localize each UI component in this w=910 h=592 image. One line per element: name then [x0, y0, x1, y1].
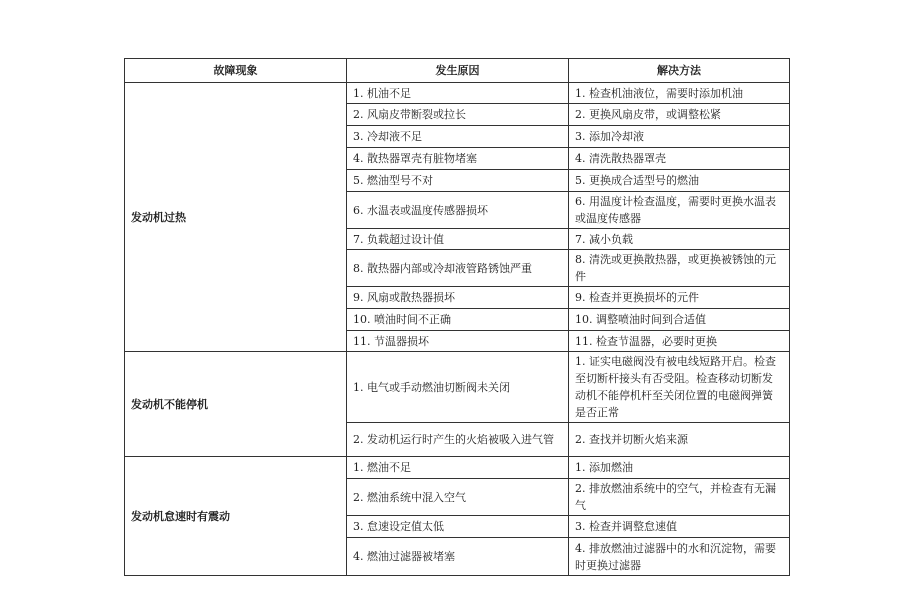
fix-cell: 10. 调整喷油时间到合适值	[569, 309, 790, 331]
cause-cell: 7. 负载超过设计值	[347, 229, 569, 250]
fix-cell: 8. 清洗或更换散热器，或更换被锈蚀的元件	[569, 250, 790, 287]
cause-cell: 9. 风扇或散热器损坏	[347, 287, 569, 309]
cause-cell: 10. 喷油时间不正确	[347, 309, 569, 331]
cause-cell: 2. 风扇皮带断裂或拉长	[347, 104, 569, 126]
header-fault: 故障现象	[125, 59, 347, 83]
table-row	[125, 352, 790, 423]
fix-cell: 2. 查找并切断火焰来源	[569, 423, 790, 457]
fix-cell: 2. 排放燃油系统中的空气，并检查有无漏气	[569, 479, 790, 516]
table-row	[125, 83, 790, 104]
fix-cell: 3. 检查并调整怠速值	[569, 516, 790, 538]
fix-cell: 1. 检查机油液位，需要时添加机油	[569, 83, 790, 104]
cause-cell: 4. 燃油过滤器被堵塞	[347, 538, 569, 576]
cause-cell: 3. 冷却液不足	[347, 126, 569, 148]
header-cause: 发生原因	[347, 59, 569, 83]
fix-cell: 2. 更换风扇皮带，或调整松紧	[569, 104, 790, 126]
cause-cell: 4. 散热器罩壳有脏物堵塞	[347, 148, 569, 170]
header-fix: 解决方法	[569, 59, 790, 83]
fault-table	[124, 58, 790, 576]
fix-cell: 7. 减小负载	[569, 229, 790, 250]
table-row	[125, 457, 790, 479]
cause-cell: 1. 电气或手动燃油切断阀未关闭	[347, 352, 569, 423]
cause-cell: 6. 水温表或温度传感器损坏	[347, 192, 569, 229]
cause-cell: 11. 节温器损坏	[347, 331, 569, 352]
fix-cell: 1. 证实电磁阀没有被电线短路开启。检查至切断杆接头有否受阻。检查移动切断发动机不能停机杆至关闭位置的电磁阀弹簧是否正常	[569, 352, 790, 423]
cause-cell: 8. 散热器内部或冷却液管路锈蚀严重	[347, 250, 569, 287]
table-header-row	[125, 59, 790, 83]
fix-cell: 5. 更换成合适型号的燃油	[569, 170, 790, 192]
fix-cell: 9. 检查并更换损坏的元件	[569, 287, 790, 309]
cause-cell: 1. 燃油不足	[347, 457, 569, 479]
fix-cell: 4. 排放燃油过滤器中的水和沉淀物，需要时更换过滤器	[569, 538, 790, 576]
cause-cell: 2. 燃油系统中混入空气	[347, 479, 569, 516]
fault-cell: 发动机怠速时有震动	[125, 457, 347, 576]
fix-cell: 1. 添加燃油	[569, 457, 790, 479]
cause-cell: 5. 燃油型号不对	[347, 170, 569, 192]
fix-cell: 6. 用温度计检查温度，需要时更换水温表或温度传感器	[569, 192, 790, 229]
fix-cell: 11. 检查节温器，必要时更换	[569, 331, 790, 352]
fault-cell: 发动机过热	[125, 83, 347, 352]
cause-cell: 3. 怠速设定值太低	[347, 516, 569, 538]
fix-cell: 4. 清洗散热器罩壳	[569, 148, 790, 170]
fix-cell: 3. 添加冷却液	[569, 126, 790, 148]
cause-cell: 1. 机油不足	[347, 83, 569, 104]
fault-cell: 发动机不能停机	[125, 352, 347, 457]
cause-cell: 2. 发动机运行时产生的火焰被吸入进气管	[347, 423, 569, 457]
